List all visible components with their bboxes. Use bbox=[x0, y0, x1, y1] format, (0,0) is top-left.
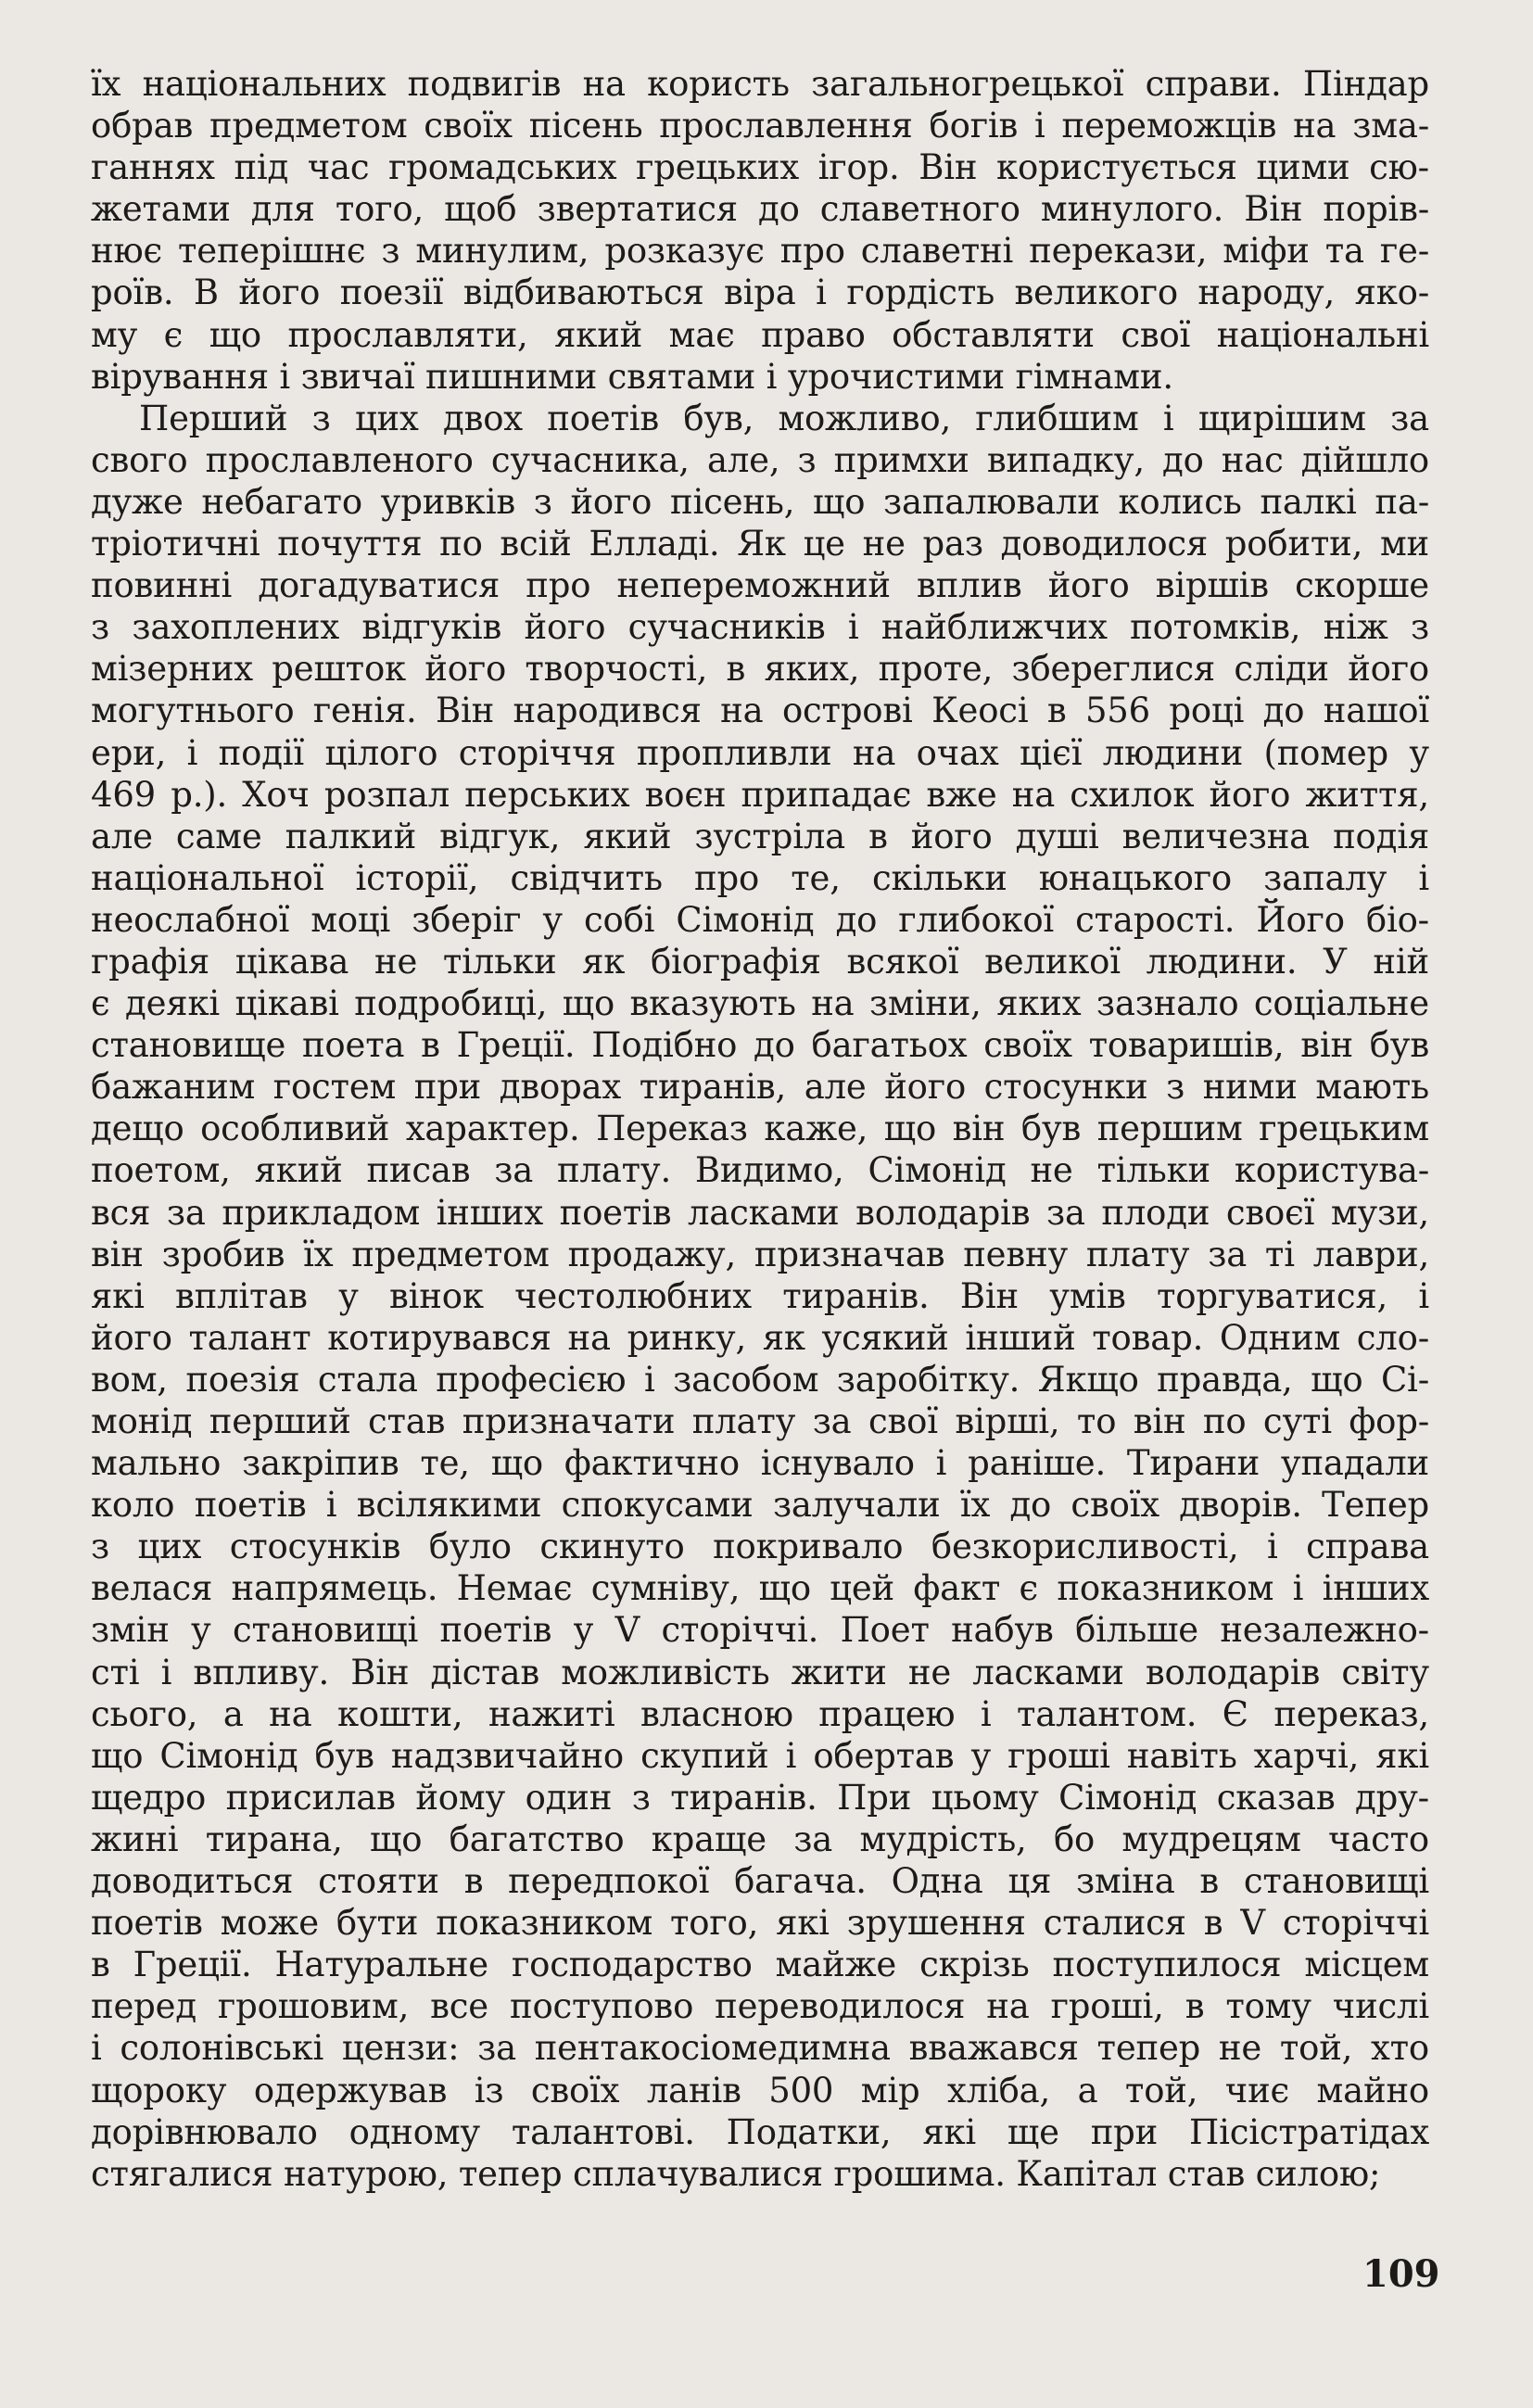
text-line: могутнього генія. Він народився на острові Кеосі в 556 році до нашої bbox=[91, 691, 1429, 731]
text-line: коло поетів і всілякими спокусами залучали їх до своїх дворів. Тепер bbox=[91, 1485, 1429, 1526]
text-line: стягалися натурою, тепер сплачувалися грошима. Капітал став силою; bbox=[91, 2153, 1381, 2194]
text-line: мізерних решток його творчості, в яких, проте, збереглися сліди його bbox=[91, 649, 1429, 690]
text-line: з захоплених відгуків його сучасників і найближчих потомків, ніж з bbox=[91, 607, 1429, 648]
text-line: які вплітав у вінок честолюбних тиранів. Він умів торгуватися, і bbox=[91, 1275, 1429, 1316]
text-line: му є що прославляти, який має право обставляти свої національні bbox=[91, 314, 1429, 355]
text-line: щороку одержував із своїх ланів 500 мір хліба, а той, чиє майно bbox=[91, 2070, 1429, 2110]
body-text bbox=[91, 63, 1429, 2195]
text-line: його талант котирувався на ринку, як усякий інший товар. Одним сло- bbox=[91, 1317, 1429, 1358]
text-line: доводиться стояти в передпокої багача. Одна ця зміна в становищі bbox=[91, 1861, 1429, 1902]
text-line: сього, а на кошти, нажиті власною працею і талантом. Є переказ, bbox=[91, 1693, 1429, 1734]
text-line: нює теперішнє з минулим, розказує про славетні перекази, міфи та ге- bbox=[91, 231, 1429, 272]
text-line: що Сімонід був надзвичайно скупий і обертав у гроші навіть харчі, які bbox=[91, 1735, 1429, 1776]
text-line: графія цікава не тільки як біографія всякої великої людини. У ній bbox=[91, 941, 1429, 982]
text-line: поетів може бути показником того, які зрушення сталися в V сторіччі bbox=[91, 1903, 1429, 1944]
paragraph-first-line: Перший з цих двох поетів був, можливо, глибшим і щирішим за bbox=[139, 398, 1429, 438]
text-line: їх національних подвигів на користь загальногрецької справи. Піндар bbox=[91, 64, 1429, 104]
text-line: ери, і події цілого сторіччя пропливли на очах цієї людини (помер у bbox=[91, 732, 1429, 773]
text-line: вірування і звичаї пишними святами і урочистими гімнами. bbox=[91, 356, 1173, 397]
text-line: жині тирана, що багатство краще за мудрість, бо мудрецям часто bbox=[91, 1819, 1429, 1859]
text-line: щедро присилав йому один з тиранів. При цьому Сімонід сказав дру- bbox=[91, 1777, 1429, 1818]
text-line: свого прославленого сучасника, але, з примхи випадку, до нас дійшло bbox=[91, 439, 1429, 480]
text-line: ганнях під час громадських грецьких ігор. Він користується цими сю- bbox=[91, 147, 1429, 188]
text-line: обрав предметом своїх пісень прославлення богів і переможців на зма- bbox=[91, 106, 1429, 146]
text-line: повинні догадуватися про непереможний вплив його віршів скорше bbox=[91, 565, 1429, 606]
text-line: поетом, який писав за плату. Видимо, Сімонід не тільки користува- bbox=[91, 1150, 1429, 1191]
text-line: монід перший став призначати плату за свої вірші, то він по суті фор- bbox=[91, 1401, 1429, 1441]
text-line: становище поета в Греції. Подібно до багатьох своїх товаришів, він був bbox=[91, 1025, 1429, 1066]
page-number: 109 bbox=[1362, 2252, 1440, 2296]
text-line: роїв. В його поезії відбиваються віра і гордість великого народу, яко- bbox=[91, 272, 1429, 313]
text-line: мально закріпив те, що фактично існувало і раніше. Тирани упадали bbox=[91, 1443, 1429, 1484]
text-line: бажаним гостем при дворах тиранів, але його стосунки з ними мають bbox=[91, 1067, 1429, 1108]
text-line: неослабної моці зберіг у собі Сімонід до глибокої старості. Його біо- bbox=[91, 899, 1429, 940]
text-line: вся за прикладом інших поетів ласками володарів за плоди своєї музи, bbox=[91, 1192, 1429, 1233]
text-line: перед грошовим, все поступово переводилося на гроші, в тому числі bbox=[91, 1986, 1429, 2027]
text-line: і солонівські цензи: за пентакосіомедимна вважався тепер не той, хто bbox=[91, 2028, 1429, 2069]
text-line: 469 р.). Хоч розпал перських воєн припадає вже на схилок його життя, bbox=[91, 774, 1429, 815]
text-line: змін у становищі поетів у V сторіччі. Поет набув більше незалежно- bbox=[91, 1610, 1429, 1651]
text-line: тріотичні почуття по всій Елладі. Як це не раз доводилося робити, ми bbox=[91, 524, 1429, 564]
text-line: велася напрямець. Немає сумніву, що цей факт є показником і інших bbox=[91, 1568, 1429, 1609]
text-line: є деякі цікаві подробиці, що вказують на зміни, яких зазнало соціальне bbox=[91, 983, 1429, 1024]
text-line: національної історії, свідчить про те, скільки юнацького запалу і bbox=[91, 857, 1429, 898]
text-line: він зробив їх предметом продажу, призначав певну плату за ті лаври, bbox=[91, 1234, 1429, 1274]
text-line: жетами для того, щоб звертатися до славетного минулого. Він порів- bbox=[91, 189, 1429, 230]
text-line: сті і впливу. Він дістав можливість жити не ласками володарів світу bbox=[91, 1652, 1429, 1692]
text-line: з цих стосунків було скинуто покривало безкорисливості, і справа bbox=[91, 1527, 1429, 1567]
text-line: вом, поезія стала професією і засобом заробітку. Якщо правда, що Сі- bbox=[91, 1359, 1429, 1400]
text-line: але саме палкий відгук, який зустріла в його душі величезна подія bbox=[91, 816, 1429, 856]
text-line: в Греції. Натуральне господарство майже скрізь поступилося місцем bbox=[91, 1945, 1429, 1985]
text-line: дещо особливий характер. Переказ каже, що він був першим грецьким bbox=[91, 1109, 1429, 1149]
text-line: дорівнювало одному талантові. Податки, які ще при Пісістратідах bbox=[91, 2111, 1429, 2152]
text-line: дуже небагато уривків з його пісень, що запалювали колись палкі па- bbox=[91, 481, 1429, 522]
